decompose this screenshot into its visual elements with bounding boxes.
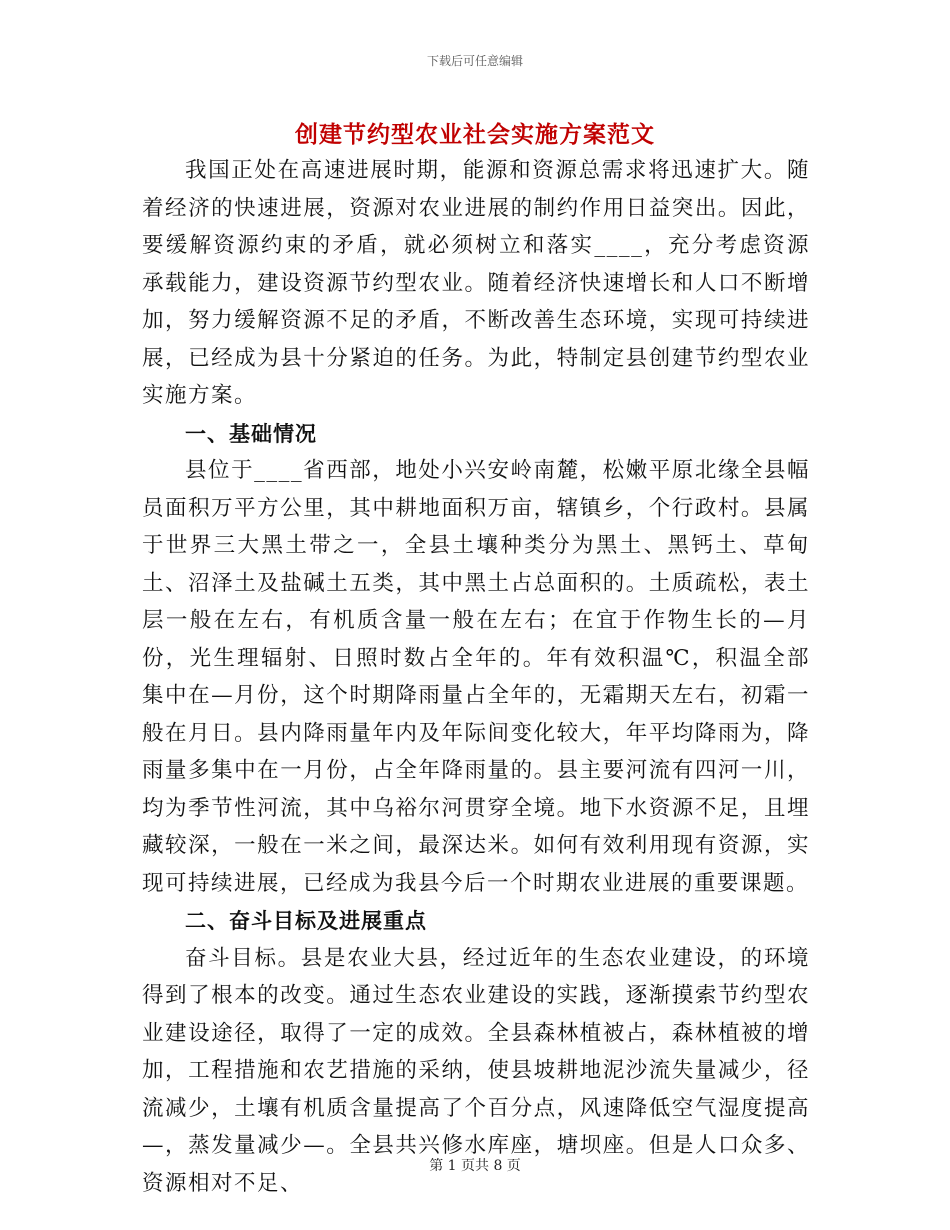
- section-heading-basic-situation: 一、基础情况: [185, 420, 317, 446]
- document-body: [142, 152, 810, 1202]
- page-number-footer: 第 1 页共 8 页: [429, 1158, 521, 1174]
- basic-situation-paragraph: 县位于____省西部，地处小兴安岭南麓，松嫩平原北缘全县幅员面积万平方公里，其中耕地面积万亩，辖镇乡，个行政村。县属于世界三大黑土带之一，全县土壤种类分为黑土、黑钙土、草甸土、沼泽土及盐碱土五类，其中黑土占总面积的。土质疏松，表土层一般在左右，有机质含量一般在左右；在宜于作物生长的—月份，光生理辐射、日照时数占全年的。年有效积温℃，积温全部集中在—月份，这个时期降雨量占全年的，无霜期天左右，初霜一般在月日。县内降雨量年内及年际间变化较大，年平均降雨为，降雨量多集中在一月份，占全年降雨量的。县主要河流有四河一川，均为季节性河流，其中乌裕尔河贯穿全境。地下水资源不足，且埋藏较深，一般在一米之间，最深达米。如何有效利用现有资源，实现可持续进展，已经成为我县今后一个时期农业进展的重要课题。: [142, 458, 810, 896]
- section-heading-goals: 二、奋斗目标及进展重点: [185, 908, 427, 933]
- goals-paragraph: 奋斗目标。县是农业大县，经过近年的生态农业建设，的环境得到了根本的改变。通过生态农业建设的实践，逐渐摸索节约型农业建设途径，取得了一定的成效。全县森林植被占，森林植被的增加，工程措施和农艺措施的采纳，使县坡耕地泥沙流失量减少，径流减少，土壤有机质含量提高了个百分点，风速降低空气湿度提高—，蒸发量减少—。全县共兴修水库座，塘坝座。但是人口众多、资源相对不足、: [142, 945, 810, 1196]
- page-header-note: 下载后可任意编辑: [426, 54, 523, 68]
- intro-paragraph: 我国正处在高速进展时期，能源和资源总需求将迅速扩大。随着经济的快速进展，资源对农业进展的制约作用日益突出。因此，要缓解资源约束的矛盾，就必须树立和落实____，充分考虑资源承载能力，建设资源节约型农业。随着经济快速增长和人口不断增加，努力缓解资源不足的矛盾，不断改善生态环境，实现可持续进展，已经成为县十分紧迫的任务。为此，特制定县创建节约型农业实施方案。: [142, 158, 810, 408]
- document-title: 创建节约型农业社会实施方案范文: [295, 121, 655, 148]
